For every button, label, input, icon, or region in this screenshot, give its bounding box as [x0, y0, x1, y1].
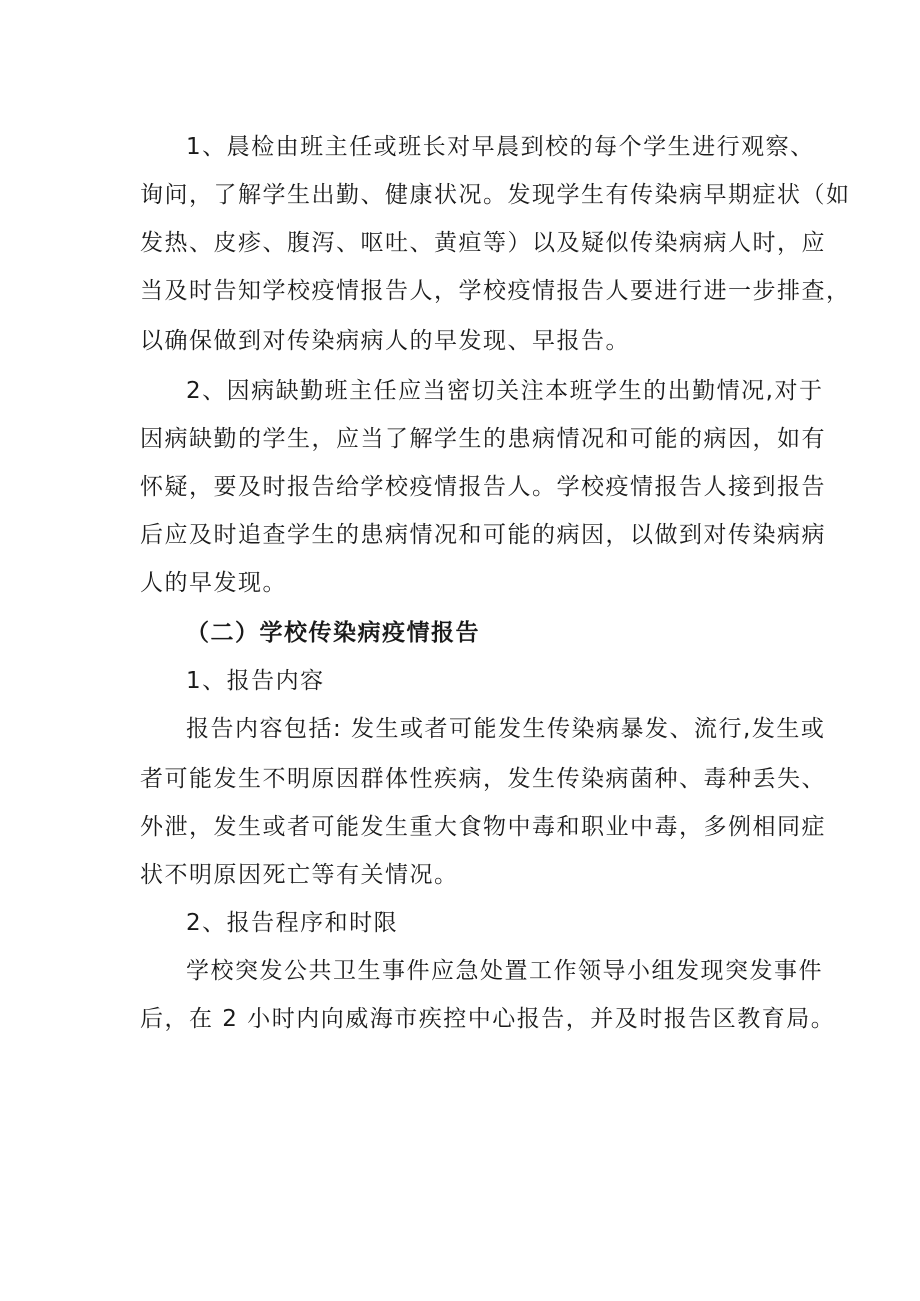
paragraph-1-line-5: 以确保做到对传染病病人的早发现、早报告。 [140, 328, 630, 354]
subheading-report-content: 1、报告内容 [186, 668, 325, 694]
paragraph-1-line-4: 当及时告知学校疫情报告人，学校疫情报告人要进行进一步排查， [140, 278, 851, 304]
paragraph-2-line-2: 因病缺勤的学生，应当了解学生的患病情况和可能的病因，如有 [140, 426, 826, 452]
section-heading: （二）学校传染病疫情报告 [186, 620, 480, 646]
paragraph-4-line-2: 后，在 2 小时内向威海市疾控中心报告，并及时报告区教育局。 [140, 1006, 836, 1032]
paragraph-3-line-2: 者可能发生不明原因群体性疾病，发生传染病菌种、毒种丢失、 [140, 766, 826, 792]
paragraph-3-line-3: 外泄，发生或者可能发生重大食物中毒和职业中毒，多例相同症 [140, 814, 826, 840]
paragraph-1-line-1: 1、晨检由班主任或班长对早晨到校的每个学生进行观察、 [186, 134, 815, 160]
paragraph-4-line-1: 学校突发公共卫生事件应急处置工作领导小组发现突发事件 [186, 958, 823, 984]
subheading-report-procedure: 2、报告程序和时限 [186, 910, 399, 936]
paragraph-2-line-3: 怀疑，要及时报告给学校疫情报告人。学校疫情报告人接到报告 [140, 474, 826, 500]
paragraph-1-line-3: 发热、皮疹、腹泻、呕吐、黄疸等）以及疑似传染病病人时，应 [140, 230, 826, 256]
paragraph-2-line-5: 人的早发现。 [140, 570, 287, 596]
paragraph-3-line-4: 状不明原因死亡等有关情况。 [140, 862, 459, 888]
paragraph-3-line-1: 报告内容包括: 发生或者可能发生传染病暴发、流行,发生或 [186, 716, 826, 742]
paragraph-2-line-4: 后应及时追查学生的患病情况和可能的病因，以做到对传染病病 [140, 522, 826, 548]
paragraph-2-line-1: 2、因病缺勤班主任应当密切关注本班学生的出勤情况,对于 [186, 378, 824, 404]
paragraph-1-line-2: 询问，了解学生出勤、健康状况。发现学生有传染病早期症状（如 [140, 182, 851, 208]
